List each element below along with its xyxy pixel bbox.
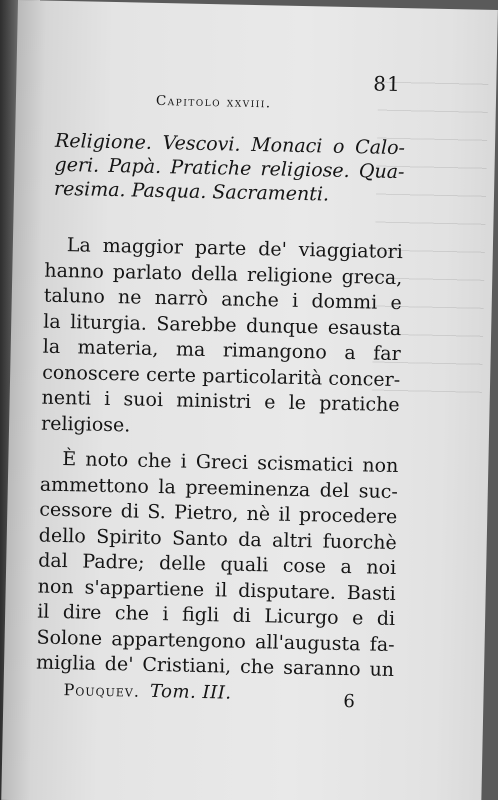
text-line: ammettono la preeminenza del suc-	[39, 473, 399, 503]
text-line: conoscere certe particolarità concer-	[41, 361, 401, 391]
signature-author: Pouquev.	[63, 680, 141, 701]
text-line: È noto che i Greci scismatici non	[62, 448, 399, 478]
book-page	[1, 0, 498, 800]
body-text	[36, 233, 403, 694]
summary-line: geri. Papà. Pratiche religiose. Qua-	[54, 153, 405, 184]
paragraph	[36, 447, 399, 684]
text-line: La maggior parte de' viaggiatori	[66, 234, 404, 264]
running-head: Capitolo xxviii.	[155, 92, 272, 112]
summary-line: Religione. Vescovi. Monaci o Calo-	[54, 129, 406, 160]
text-line: religiose.	[40, 412, 131, 436]
text-line: nenti i suoi ministri e le pratiche	[41, 386, 400, 417]
text-line: cessore di S. Pietro, nè il procedere	[39, 498, 398, 529]
text-line: hanno parlato della religione greca,	[44, 259, 403, 289]
text-line: dal Padre; delle quali cose a noi	[38, 549, 397, 580]
paragraph	[41, 233, 403, 444]
page-number: 81	[373, 71, 402, 97]
text-line: il dire che i figli di Licurgo e di	[36, 600, 396, 631]
signature-volume: Tom. III.	[149, 680, 232, 704]
text-line: la materia, ma rimangono a far	[42, 335, 401, 366]
page-content	[1, 0, 498, 800]
summary-line: resima. Pasqua. Sacramenti.	[53, 177, 330, 206]
printer-signature	[63, 679, 231, 704]
signature-number: 6	[343, 690, 356, 713]
chapter-summary	[54, 129, 405, 208]
text-line: la liturgia. Sarebbe dunque esausta	[43, 310, 402, 340]
text-line: dello Spirito Santo da altri fuorchè	[38, 524, 397, 554]
text-line: taluno ne narrò anche i dommi e	[43, 284, 402, 315]
text-line: Solone appartengono all'augusta fa-	[36, 626, 395, 656]
text-line: non s'appartiene il disputare. Basti	[37, 575, 396, 605]
text-line: miglia de' Cristiani, che saranno un	[35, 651, 395, 682]
